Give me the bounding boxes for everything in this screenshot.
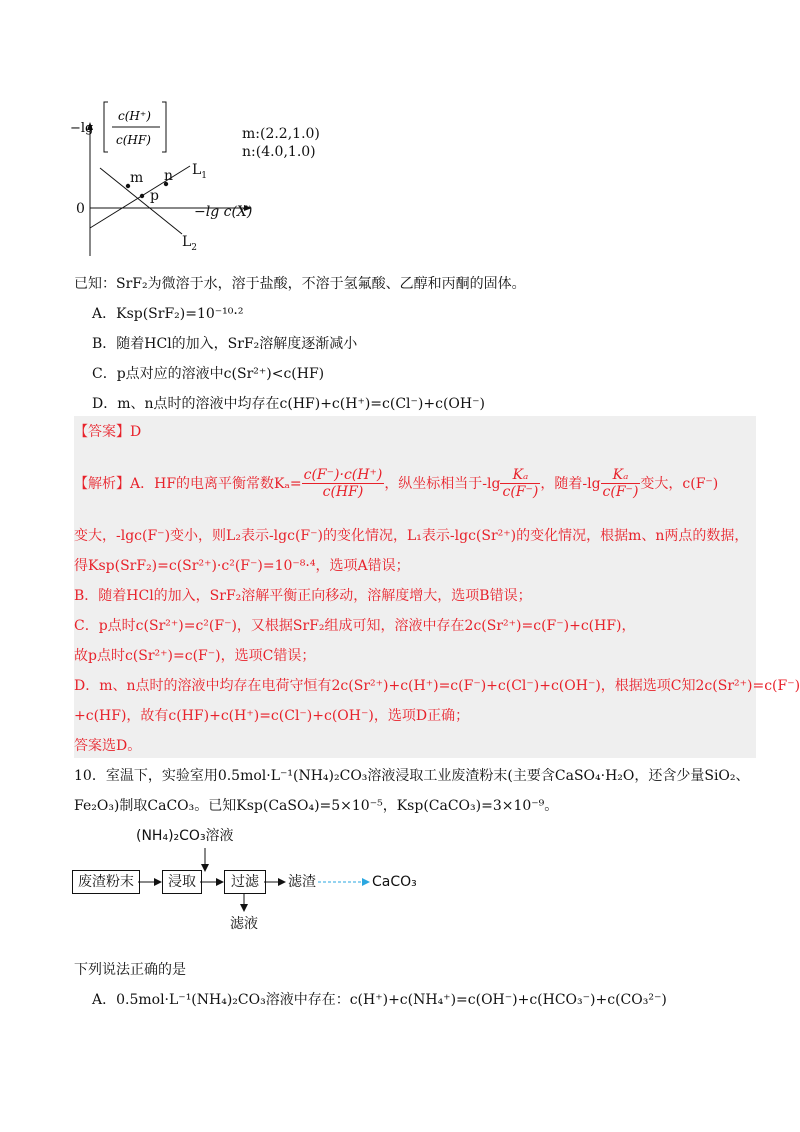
analysis-line-2: 变大，-lgc(F⁻)变小，则L₂表示-lgc(F⁻)的变化情况，L₁表示-lgc(Sr²⁺)的变化情况，根据m、n两点的数据， — [74, 528, 749, 544]
L2-label: $L_2$ — [182, 234, 198, 253]
flow-residue: 滤渣 — [288, 874, 316, 890]
m-label: m — [130, 170, 144, 186]
fraction-ka-num: c(F⁻)·c(H⁺) — [303, 466, 383, 483]
L1-label: $L_1$ — [192, 162, 208, 181]
analysis-line-9: 答案选D。 — [74, 738, 142, 754]
analysis-line-3: 得Ksp(SrF₂)=c(Sr²⁺)·c²(F⁻)=10⁻⁸·⁴，选项A错误； — [74, 558, 410, 574]
q9-option-d: D．m、n点时的溶液中均存在c(HF)+c(H⁺)=c(Cl⁻)+c(OH⁻) — [92, 396, 485, 412]
fraction-ka-f1-den: c(F⁻) — [502, 483, 539, 500]
flow-filtrate: 滤液 — [230, 916, 258, 932]
known-text: 已知：SrF₂为微溶于水，溶于盐酸，不溶于氢氟酸、乙醇和丙酮的固体。 — [74, 276, 526, 292]
zero-label: 0 — [76, 201, 85, 217]
analysis-line-4: B．随着HCl的加入，SrF₂溶解平衡正向移动，溶解度增大，选项B错误； — [74, 588, 532, 604]
analysis-line-7: D．m、n点时的溶液中均存在电荷守恒有2c(Sr²⁺)+c(H⁺)=c(F⁻)+c(Cl⁻)+c(OH⁻)，根据选项C知2c(Sr²⁺)=c(F⁻) — [74, 678, 800, 694]
q9-option-c: C．p点对应的溶液中c(Sr²⁺)<c(HF) — [92, 366, 325, 382]
solubility-graph — [70, 96, 330, 256]
point-p — [140, 194, 144, 198]
q9-option-a: A．Ksp(SrF₂)=10⁻¹⁰·² — [92, 306, 244, 322]
analysis-mid2: ，随着-lg — [540, 476, 601, 492]
q10-stem-1: 10．室温下，实验室用0.5mol·L⁻¹(NH₄)₂CO₃溶液浸取工业废渣粉末(主要含CaSO₄·H₂O，还含少量SiO₂、 — [74, 768, 750, 784]
coords-n: n:(4.0,1.0) — [242, 144, 316, 160]
flow-product: CaCO₃ — [372, 874, 417, 890]
flow-reagent: (NH₄)₂CO₃溶液 — [136, 828, 234, 844]
analysis-tail1: 变大，c(F⁻) — [640, 476, 719, 492]
fraction-ka-f2-den: c(F⁻) — [602, 483, 639, 500]
flow-box-waste: 废渣粉末 — [72, 870, 140, 894]
fraction-ka-f1 — [500, 467, 540, 500]
fraction-ka-f1-num: Kₐ — [500, 467, 540, 484]
fraction-ka-den: c(HF) — [322, 483, 364, 500]
q10-stem-2: Fe₂O₃)制取CaCO₃。已知Ksp(CaSO₄)=5×10⁻⁵，Ksp(CaCO₃)=3×10⁻⁹。 — [74, 798, 559, 814]
coords-m: m:(2.2,1.0) — [242, 126, 320, 142]
q10-prompt: 下列说法正确的是 — [74, 962, 186, 978]
analysis-line-1 — [74, 458, 718, 508]
q10-option-a: A．0.5mol·L⁻¹(NH₄)₂CO₃溶液中存在：c(H⁺)+c(NH₄⁺)=c(OH⁻)+c(HCO₃⁻)+c(CO₃²⁻) — [92, 992, 667, 1008]
fraction-ka — [302, 467, 385, 500]
n-label: n — [164, 168, 174, 184]
analysis-line-6: 故p点时c(Sr²⁺)=c(F⁻)，选项C错误； — [74, 648, 316, 664]
flow-chart — [70, 826, 450, 936]
fraction-ka-f2-num: Kₐ — [601, 467, 641, 484]
p-label: p — [150, 188, 159, 204]
analysis-mid1: ，纵坐标相当于-lg — [384, 476, 501, 492]
x-axis-label: −lg c(X) — [194, 204, 253, 220]
q9-option-b: B．随着HCl的加入，SrF₂溶解度逐渐减小 — [92, 336, 358, 352]
answer-label: 【答案】D — [74, 424, 142, 440]
svg-text:−lg: −lg — [70, 121, 94, 136]
svg-text:c(HF): c(HF) — [116, 133, 151, 147]
flow-box-leach: 浸取 — [162, 870, 202, 894]
analysis-line-8: +c(HF)，故有c(HF)+c(H⁺)=c(Cl⁻)+c(OH⁻)，选项D正确； — [74, 708, 470, 724]
analysis-line-5: C．p点时c(Sr²⁺)=c²(F⁻)，又根据SrF₂组成可知，溶液中存在2c(Sr²⁺)=c(F⁻)+c(HF)， — [74, 618, 636, 634]
flow-box-filter: 过滤 — [224, 870, 266, 894]
svg-text:c(H⁺): c(H⁺) — [118, 109, 151, 123]
fraction-ka-f2 — [601, 467, 641, 500]
analysis-lead: 【解析】A．HF的电离平衡常数Kₐ= — [74, 476, 302, 492]
